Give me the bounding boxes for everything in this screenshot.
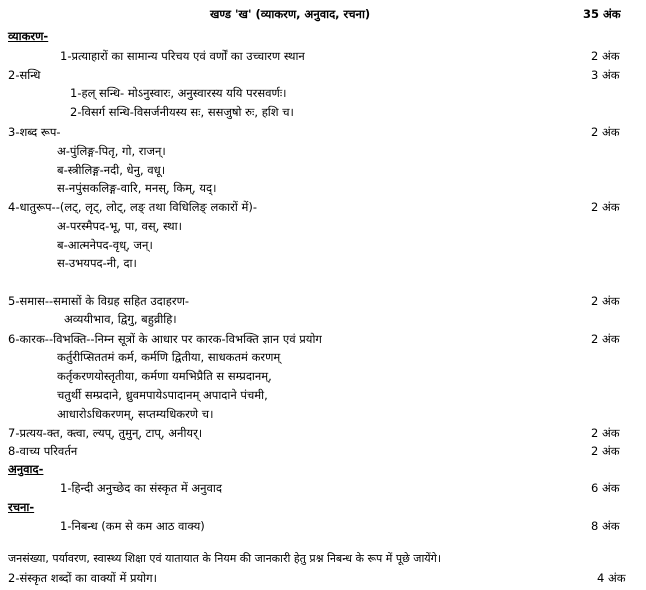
dhaturoop-line-2: ब-आत्मनेपद-वृध्, जन्। [57,238,153,252]
vachya-item: 8-वाच्य परिवर्तन [8,444,78,458]
anuvad-marks: 6 अंक [591,481,620,495]
dhaturoop-line-1: अ-परस्मैपद-भू, पा, वस्, स्था। [57,219,182,233]
sandhi-line-2: 2-विसर्ग सन्धि-विसर्जनीयस्य सः, ससजुषो रुः, हशि च। [70,105,294,119]
anuvad-heading: अनुवाद- [8,462,44,476]
pratyay-marks: 2 अंक [591,426,620,440]
karak-line-2: कर्तृकरणयोस्तृतीया, कर्मणा यमभिप्रैति स सम्प्रदानम्, [57,369,272,383]
footer-item-marks: 4 अंक [597,571,626,585]
shabdroop-line-2: ब-स्त्रीलिङ्ग-नदी, धेनु, वधू। [57,163,166,177]
rachna-item: 1-निबन्ध (कम से कम आठ वाक्य) [60,519,205,533]
footer-item: 2-संस्कृत शब्दों का वाक्यों में प्रयोग। [8,571,157,585]
karak-marks: 2 अंक [591,332,620,346]
samas-line-1: अव्ययीभाव, द्विगु, बहुव्रीहि। [64,312,177,326]
anuvad-item: 1-हिन्दी अनुच्छेद का संस्कृत में अनुवाद [60,481,223,495]
rachna-heading: रचना- [8,500,35,514]
shabdroop-line-3: स-नपुंसकलिङ्ग-वारि, मनस्, किम्, यद्। [57,181,217,195]
shabdroop-marks: 2 अंक [591,125,620,139]
dhaturoop-marks: 2 अंक [591,200,620,214]
karak-line-4: आधारोऽधिकरणम्, सप्तम्यधिकरणे च। [57,407,214,421]
dhaturoop-line-3: स-उभयपद-नी, दा। [57,256,137,270]
vachya-marks: 2 अंक [591,444,620,458]
shabdroop-heading: 3-शब्द रूप- [8,125,61,139]
karak-heading: 6-कारक--विभक्ति--निम्न सूत्रों के आधार पर कारक-विभक्ति ज्ञान एवं प्रयोग [8,332,322,346]
dhaturoop-heading: 4-धातुरूप--(लट्, लृट्, लोट्, लङ् तथा विधिलिङ् लकारों में)- [8,200,257,214]
samas-marks: 2 अंक [591,294,620,308]
karak-line-3: चतुर्थी सम्प्रदाने, ध्रुवमपायेऽपादानम् अपादाने पंचमी, [57,388,268,402]
rachna-marks: 8 अंक [591,519,620,533]
sandhi-marks: 3 अंक [591,68,620,82]
vyakaran-item-1: 1-प्रत्याहारों का सामान्य परिचय एवं वर्णों का उच्चारण स्थान [60,49,305,63]
vyakaran-item-1-marks: 2 अंक [591,49,620,63]
vyakaran-heading: व्याकरण- [8,29,49,43]
sandhi-heading: 2-सन्धि [8,68,41,82]
sandhi-line-1: 1-हल् सन्धि- मोऽनुस्वारः, अनुस्वारस्य ययि परसवर्णः। [70,86,287,100]
section-marks: 35 अंक [583,7,621,21]
shabdroop-line-1: अ-पुंलिङ्ग-पितृ, गो, राजन्। [57,144,166,158]
section-title: खण्ड 'ख' (व्याकरण, अनुवाद, रचना) [210,7,371,21]
samas-heading: 5-समास--समासों के विग्रह सहित उदाहरण- [8,294,190,308]
rachna-note: जनसंख्या, पर्यावरण, स्वास्थ्य शिक्षा एवं यातायात के नियम की जानकारी हेतु प्रश्न निबन्ध के रूप में पूछे जायेंगे। [8,552,442,565]
pratyay-item: 7-प्रत्यय-क्त, क्त्वा, ल्यप्, तुमुन्, टाप्, अनीयर्। [8,426,203,440]
karak-line-1: कर्तुरीप्सिततमं कर्म, कर्मणि द्वितीया, साधकतमं करणम् [57,350,281,364]
